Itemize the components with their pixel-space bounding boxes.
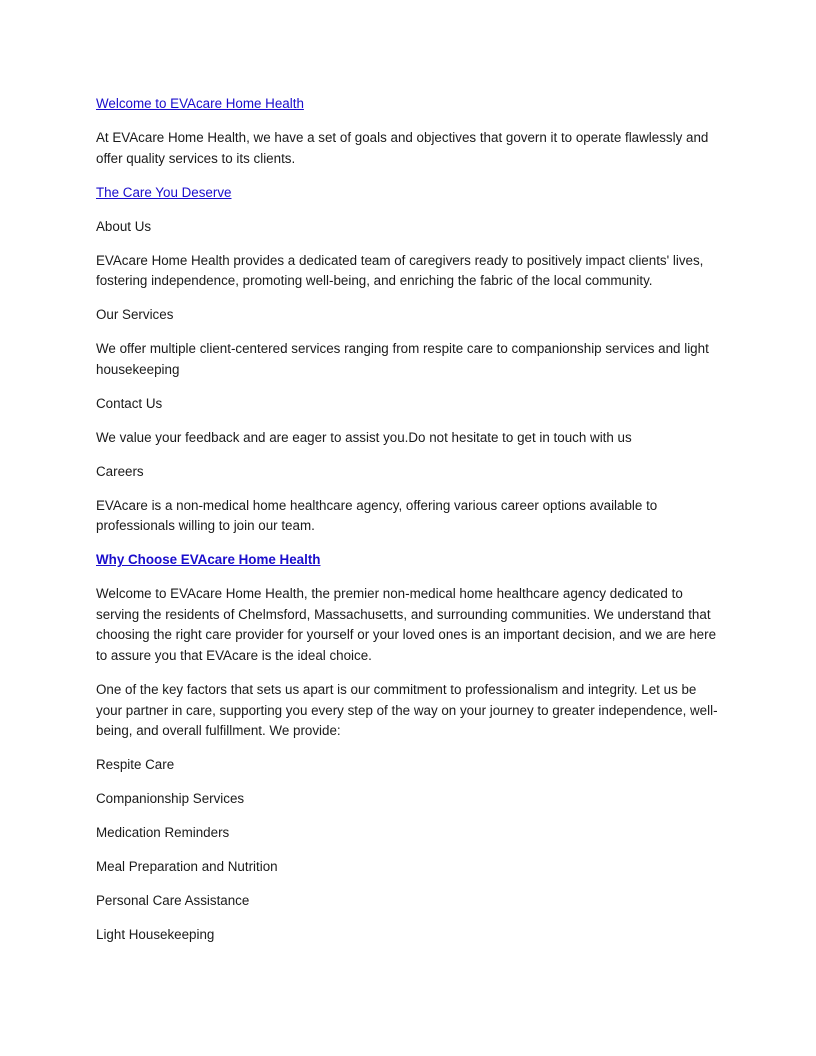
intro-paragraph: At EVAcare Home Health, we have a set of goals and objectives that govern it to operate flawlessly and offer quality services to its clients.	[96, 129, 709, 166]
why-paragraph-1: Welcome to EVAcare Home Health, the premier non-medical home healthcare agency dedicated to serving the residents of Chelmsford, Massachusetts, and surrounding communities. We understand that choosing the right care provider for yourself or your loved ones is an important decision, and we are here to assure you that EVAcare is the ideal choice.	[96, 586, 717, 663]
why-paragraph-2: One of the key factors that sets us apart is our commitment to professionalism and integrity. Let us be your partner in care, supporting you every step of the way on your journey to greater independence, well-being, and overall fulfillment. We provide:	[96, 681, 718, 739]
service-list-item: Meal Preparation and Nutrition	[96, 859, 278, 875]
care-you-deserve-link[interactable]: The Care You Deserve	[96, 184, 232, 200]
service-list-item: Light Housekeeping	[96, 927, 215, 943]
welcome-link[interactable]: Welcome to EVAcare Home Health	[96, 96, 304, 111]
service-list-item: Companionship Services	[96, 791, 245, 807]
about-heading: About Us	[96, 218, 152, 234]
document-body	[96, 94, 720, 959]
service-list-item: Respite Care	[96, 757, 175, 773]
care-link-paragraph	[96, 183, 720, 204]
contact-paragraph: We value your feedback and are eager to assist you.Do not hesitate to get in touch with us	[96, 429, 632, 445]
service-list-item: Personal Care Assistance	[96, 893, 250, 909]
welcome-link-paragraph	[96, 94, 720, 115]
careers-heading: Careers	[96, 463, 144, 479]
about-paragraph: EVAcare Home Health provides a dedicated team of caregivers ready to positively impact clients' lives, fostering independence, promoting well-being, and enriching the fabric of the local community.	[96, 252, 704, 289]
why-link-paragraph	[96, 550, 720, 571]
service-list-item: Medication Reminders	[96, 825, 230, 841]
services-heading: Our Services	[96, 307, 174, 323]
careers-paragraph: EVAcare is a non-medical home healthcare agency, offering various career options available to professionals willing to join our team.	[96, 497, 658, 534]
why-choose-link[interactable]: Why Choose EVAcare Home Health	[96, 552, 321, 568]
services-paragraph: We offer multiple client-centered services ranging from respite care to companionship services and light housekeeping	[96, 341, 709, 377]
contact-heading: Contact Us	[96, 395, 163, 411]
